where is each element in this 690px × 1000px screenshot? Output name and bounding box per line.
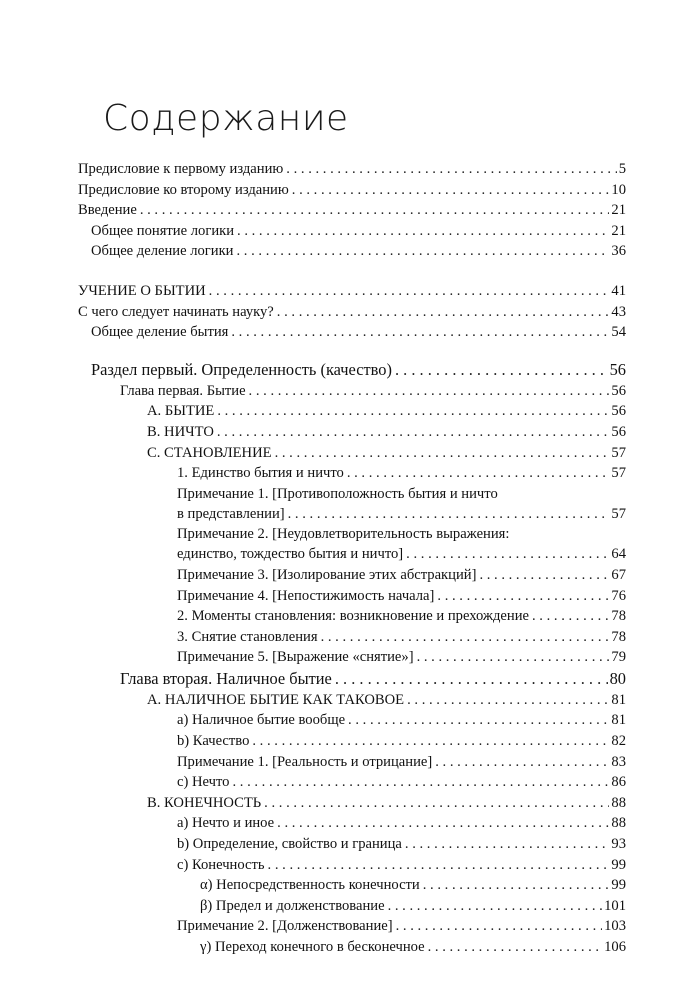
toc-entry[interactable] [78,200,626,221]
toc-entry-label: Примечание 2. [Неудовлетворительность выражения: [177,526,510,543]
toc-entry-label: Предисловие ко второму изданию [78,181,289,198]
toc-entry[interactable] [78,896,626,917]
toc-entry[interactable] [78,875,626,896]
toc-dot-leader [277,302,610,323]
toc-dot-leader [209,281,610,302]
toc-page-number: 21 [611,202,626,219]
toc-dot-leader [406,544,609,565]
toc-entry[interactable] [78,565,626,586]
toc-entry[interactable] [78,668,626,690]
toc-entry[interactable] [78,302,626,323]
toc-entry-label: β) Предел и долженствование [200,897,385,914]
toc-entry[interactable] [78,484,626,504]
toc-entry-label: a) Наличное бытие вообще [177,712,346,729]
toc-entry-label: В. КОНЕЧНОСТЬ [147,794,262,811]
toc-dot-leader [407,690,609,711]
toc-entry[interactable] [78,606,626,627]
toc-entry-label: А. БЫТИЕ [147,403,215,420]
toc-page-number: 41 [611,282,626,299]
toc-entry-label: В. НИЧТО [147,423,214,440]
toc-entry[interactable] [78,159,626,180]
toc-dot-leader [396,916,603,937]
toc-entry-label: a) Нечто и иное [177,815,275,832]
toc-page-number: 86 [611,774,626,791]
page-title: Содержание [103,98,349,139]
toc-entry[interactable] [78,359,626,381]
toc-entry-label: γ) Переход конечного в бесконечное [200,939,425,955]
toc-page-number: 88 [611,794,626,811]
toc-entry[interactable] [78,401,626,422]
toc-entry-label: Общее деление логики [91,243,234,260]
toc-dot-leader [405,834,610,855]
toc-dot-leader [435,752,609,773]
toc-dot-leader [479,565,609,586]
toc-entry[interactable] [78,772,626,793]
toc-entry[interactable] [78,443,626,464]
toc-entry-label: 1. Единство бытия и ничто [177,465,344,482]
toc-page-number: 83 [611,753,626,770]
toc-page-number: 103 [604,918,626,935]
toc-entry-label: b) Качество [177,733,250,750]
toc-entry[interactable] [78,916,626,937]
toc-dot-leader [335,668,608,690]
toc-group-doctrine-of-being [78,281,626,343]
toc-page-number: 78 [611,608,626,625]
toc-dot-leader [140,200,610,221]
toc-page-number: 81 [611,691,626,708]
toc-dot-leader [423,875,610,896]
toc-entry-label: единство, тождество бытия и ничто] [177,546,404,563]
toc-dot-leader [428,937,603,958]
toc-page-number: 78 [611,628,626,645]
toc-dot-leader [277,813,609,834]
toc-page-number: 54 [611,324,626,341]
toc-entry-label: в представлении] [177,505,285,522]
toc-page-number: 56 [611,423,626,440]
toc-dot-leader [249,381,610,402]
toc-page-number: 81 [611,712,626,729]
toc-entry[interactable] [78,710,626,731]
toc-entry-label: Глава первая. Бытие [120,382,246,399]
toc-dot-leader [395,359,608,381]
toc-entry-label: Примечание 4. [Непостижимость начала] [177,587,435,604]
toc-dot-leader [288,504,610,525]
toc-entry-label: 2. Моменты становления: возникновение и прехождение [177,608,529,625]
toc-dot-leader [264,793,609,814]
toc-page-number: 106 [604,939,626,955]
toc-entry[interactable] [78,586,626,607]
toc-dot-leader [321,627,610,648]
toc-page-number: 99 [611,856,626,873]
toc-entry-label: Общее понятие логики [91,222,235,239]
toc-page-number: 79 [611,649,626,666]
toc-dot-leader [292,180,610,201]
toc-entry[interactable] [78,752,626,773]
toc-dot-leader [275,443,610,464]
toc-entry-label: Примечание 1. [Реальность и отрицание] [177,753,433,770]
toc-page-number: 99 [611,877,626,894]
toc-page-number: 88 [611,815,626,832]
toc-page-number: 57 [611,465,626,482]
toc-page-number: 93 [611,836,626,853]
toc-page-number: 80 [609,668,626,688]
toc-entry[interactable] [78,937,626,958]
toc-group-section-one [78,359,626,958]
toc-entry-label: c) Нечто [177,774,230,791]
toc-page-number: 57 [611,444,626,461]
toc-group-front-matter [78,159,626,262]
toc-entry-label: α) Непосредственность конечности [200,877,420,894]
toc-entry[interactable] [78,524,626,544]
toc-entry[interactable] [78,834,626,855]
toc-page-number: 56 [611,382,626,399]
toc-entry-label: Примечание 3. [Изолирование этих абстракций] [177,566,477,583]
toc-dot-leader [347,463,610,484]
toc-page-number: 76 [611,587,626,604]
toc-entry-label: УЧЕНИЕ О БЫТИИ [78,282,206,299]
toc-dot-leader [268,855,610,876]
toc-entry[interactable] [78,813,626,834]
toc-page-number: 56 [611,403,626,420]
toc-entry[interactable] [78,463,626,484]
toc-dot-leader [252,731,609,752]
toc-entry-label: 3. Снятие становления [177,628,318,645]
toc-page-number: 64 [611,546,626,563]
toc-entry[interactable] [78,281,626,302]
toc-entry-label: Примечание 5. [Выражение «снятие»] [177,649,414,666]
toc-dot-leader [217,422,610,443]
toc-gap [78,343,626,359]
toc-entry[interactable] [78,647,626,668]
toc-dot-leader [348,710,609,731]
toc-entry[interactable] [78,241,626,262]
toc-entry[interactable] [78,322,626,343]
toc-dot-leader [532,606,609,627]
toc-entry[interactable] [78,793,626,814]
toc-entry-label: Глава вторая. Наличное бытие [120,668,332,688]
toc-entry[interactable] [78,381,626,402]
toc-dot-leader [232,772,609,793]
toc-entry[interactable] [78,504,626,525]
toc-entry-label: b) Определение, свойство и граница [177,836,402,853]
toc-dot-leader [231,322,609,343]
toc-entry-label: Примечание 2. [Долженствование] [177,918,393,935]
toc-entry[interactable] [78,855,626,876]
toc-page-number: 57 [611,505,626,522]
toc-entry-label: С. СТАНОВЛЕНИЕ [147,444,272,461]
toc-entry[interactable] [78,731,626,752]
toc-entry[interactable] [78,221,626,242]
toc-dot-leader [417,647,610,668]
toc-dot-leader [237,241,610,262]
toc-dot-leader [237,221,609,242]
table-of-contents [78,159,626,958]
toc-page-number: 21 [611,222,626,239]
toc-entry[interactable] [78,690,626,711]
toc-entry[interactable] [78,180,626,201]
toc-entry-label: Раздел первый. Определенность (качество) [91,359,392,379]
toc-dot-leader [437,586,609,607]
toc-dot-leader [217,401,609,422]
toc-entry-label: С чего следует начинать науку? [78,303,274,320]
toc-entry[interactable] [78,627,626,648]
toc-page-number: 5 [618,161,626,177]
toc-page-number: 56 [609,359,626,379]
toc-entry-label: Предисловие к первому изданию [78,161,284,177]
toc-entry-label: Примечание 1. [Противоположность бытия и ничто [177,485,498,502]
toc-entry-label: c) Конечность [177,856,265,873]
toc-page-number: 101 [604,897,626,914]
toc-entry[interactable] [78,544,626,565]
toc-page-number: 36 [611,243,626,260]
toc-page-number: 10 [611,181,626,198]
toc-gap [78,262,626,281]
toc-page-number: 67 [611,566,626,583]
toc-entry[interactable] [78,422,626,443]
toc-dot-leader [286,159,616,180]
toc-page-number: 43 [611,303,626,320]
toc-entry-label: Введение [78,202,137,219]
toc-page-number: 82 [611,733,626,750]
toc-dot-leader [388,896,603,917]
toc-entry-label: Общее деление бытия [91,324,229,341]
toc-entry-label: А. НАЛИЧНОЕ БЫТИЕ КАК ТАКОВОЕ [147,691,405,708]
